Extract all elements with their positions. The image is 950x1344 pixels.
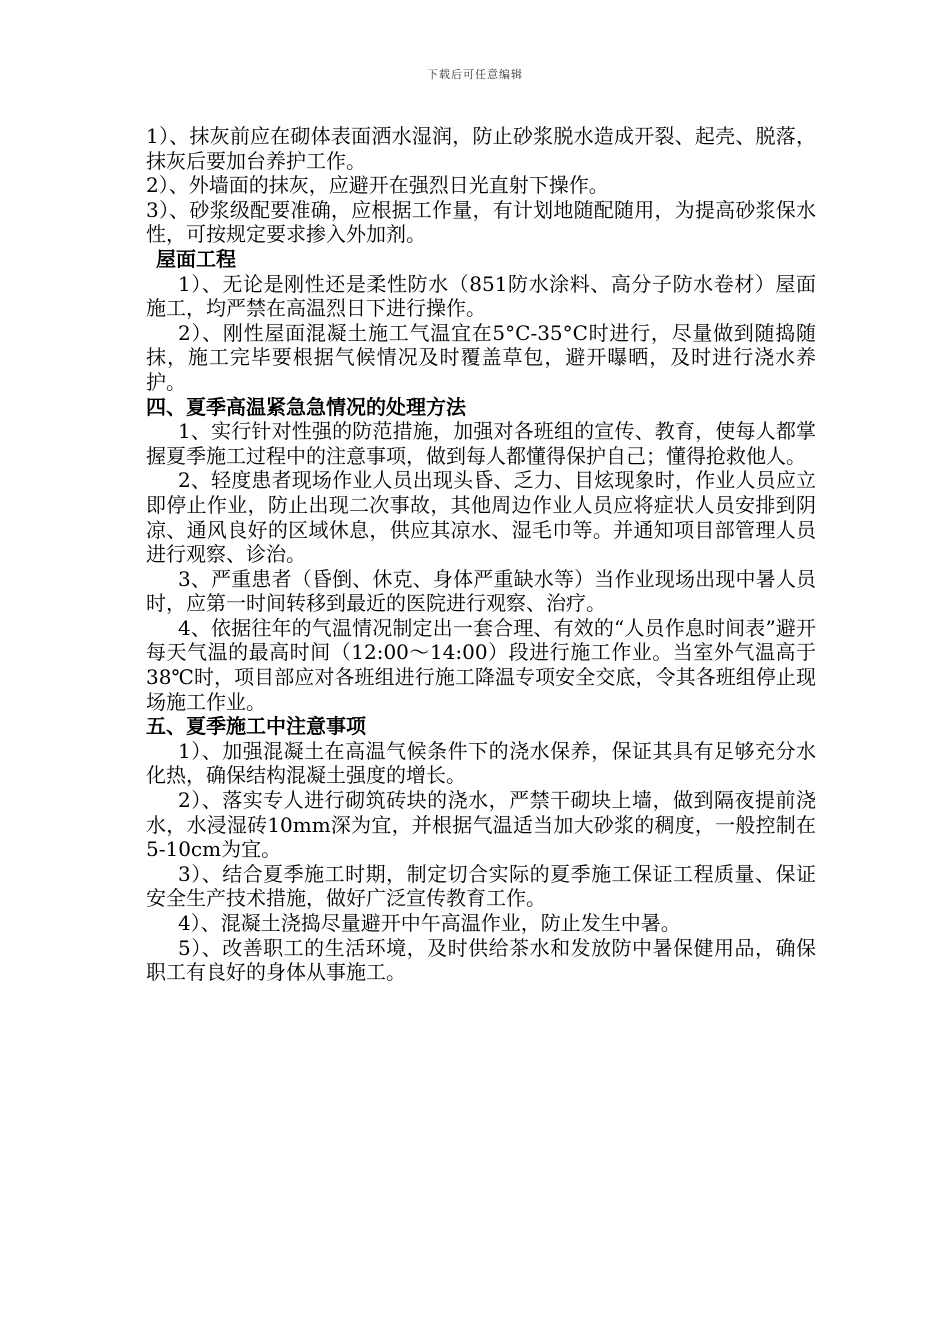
section-4-item-4: 4、依据往年的气温情况制定出一套合理、有效的“人员作息时间表”避开每天气温的最高时间（12:00～14:00）段进行施工作业。当室外气温高于38℃时，项目部应对各班组进行施工降温专项安全交底，令其各班组停止现场施工作业。: [146, 615, 816, 714]
section-4-item-3: 3、严重患者（昏倒、休克、身体严重缺水等）当作业现场出现中暑人员时，应第一时间转移到最近的医院进行观察、治疗。: [146, 566, 816, 616]
plaster-item-2: 2）、外墙面的抹灰，应避开在强烈日光直射下操作。: [146, 173, 609, 198]
section-5-item-2: 2）、落实专人进行砌筑砖块的浇水，严禁干砌块上墙，做到隔夜提前浇水，水浸湿砖10mm深为宜，并根据气温适当加大砂浆的稠度，一般控制在5-10cm为宜。: [146, 788, 816, 862]
plaster-item-3: 3）、砂浆级配要准确，应根据工作量，有计划地随配随用，为提高砂浆保水性，可按规定要求掺入外加剂。: [146, 197, 816, 247]
section-5-item-1: 1）、加强混凝土在高温气候条件下的浇水保养，保证其具有足够充分水化热，确保结构混凝土强度的增长。: [146, 738, 816, 788]
section-5-item-4: 4）、混凝土浇捣尽量避开中午高温作业，防止发生中暑。: [178, 911, 681, 935]
roof-heading: 屋面工程: [156, 246, 236, 271]
plaster-item-1: 1）、抹灰前应在砌体表面洒水湿润，防止砂浆脱水造成开裂、起壳、脱落，抹灰后要加台养护工作。: [146, 124, 816, 173]
section-5-heading: 五、夏季施工中注意事项: [146, 714, 366, 739]
section-4-heading: 四、夏季高温紧急急情况的处理方法: [146, 394, 466, 419]
section-5-item-3: 3）、结合夏季施工时期，制定切合实际的夏季施工保证工程质量、保证安全生产技术措施，做好广泛宣传教育工作。: [146, 861, 816, 911]
roof-item-2: 2）、刚性屋面混凝土施工气温宜在5°C-35°C时进行，尽量做到随捣随抹，施工完毕要根据气候情况及时覆盖草包，避开曝晒，及时进行浇水养护。: [146, 320, 816, 394]
roof-item-1: 1）、无论是刚性还是柔性防水（851防水涂料、高分子防水卷材）屋面施工，均严禁在高温烈日下进行操作。: [146, 271, 816, 321]
document-body: [146, 124, 816, 985]
page-header-note: 下载后可任意编辑: [427, 68, 523, 81]
section-5-item-5: 5）、改善职工的生活环境，及时供给茶水和发放防中暑保健用品，确保职工有良好的身体从事施工。: [146, 935, 816, 985]
section-4-item-2: 2、轻度患者现场作业人员出现头昏、乏力、目炫现象时，作业人员应立即停止作业，防止出现二次事故，其他周边作业人员应将症状人员安排到阴凉、通风良好的区域休息，供应其凉水、湿毛巾等。并通知项目部管理人员进行观察、诊治。: [146, 468, 816, 567]
section-4-item-1: 1、实行针对性强的防范措施，加强对各班组的宣传、教育，使每人都掌握夏季施工过程中的注意事项，做到每人都懂得保护自己；懂得抢救他人。: [146, 419, 816, 468]
